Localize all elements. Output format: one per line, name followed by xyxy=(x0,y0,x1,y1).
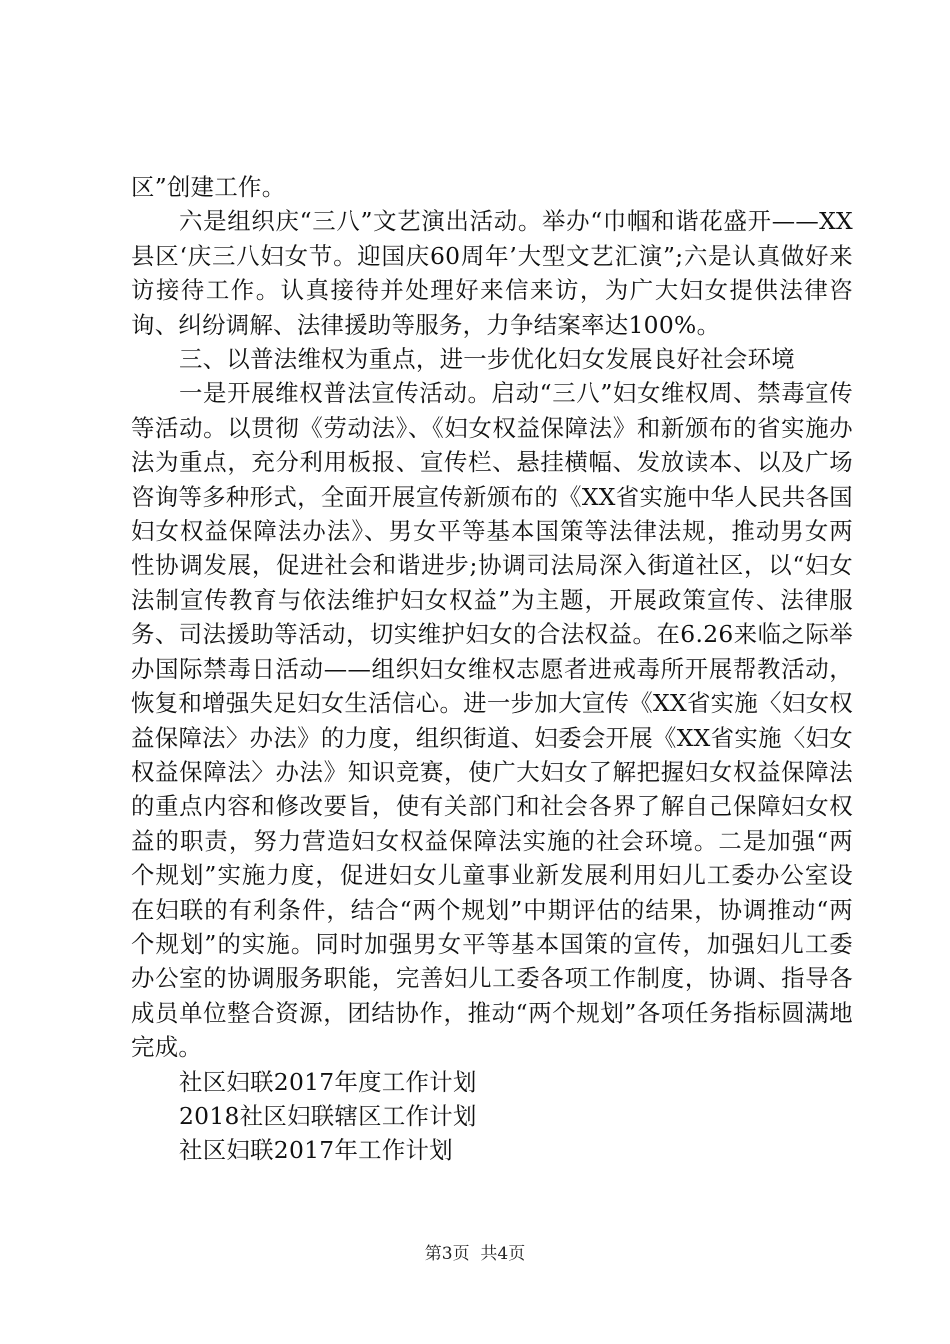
document-body xyxy=(131,170,853,1168)
related-title[interactable]: 2018社区妇联辖区工作计划 xyxy=(179,1101,477,1130)
related-titles-list xyxy=(131,1065,853,1168)
page-footer: 第3页 共4页 xyxy=(424,1244,526,1264)
related-title[interactable]: 社区妇联2017年工作计划 xyxy=(179,1136,453,1165)
paragraph-item-six: 六是组织庆“三八”文艺演出活动。举办“巾帼和谐花盛开——XX县区‘庆三八妇女节。迎国庆60周年’大型文艺汇演”;六是认真做好来访接待工作。认真接待并处理好来信来访，为广大妇女提供法律咨询、纠纷调解、法律援助等服务，力争结案率达100%。 xyxy=(131,207,853,339)
paragraph-continuation: 区”创建工作。 xyxy=(131,173,286,201)
paragraph-section-three-body: 一是开展维权普法宣传活动。启动“三八”妇女维权周、禁毒宣传等活动。以贯彻《劳动法》、《妇女权益保障法》和新颁布的省实施办法为重点，充分利用板报、宣传栏、悬挂横幅、发放读本、以及广场咨询等多种形式，全面开展宣传新颁布的《XX省实施中华人民共各国妇女权益保障法办法》、男女平等基本国策等法律法规，推动男女两性协调发展，促进社会和谐进步;协调司法局深入街道社区，以“妇女法制宣传教育与依法维护妇女权益”为主题，开展政策宣传、法律服务、司法援助等活动，切实维护妇女的合法权益。在6.26来临之际举办国际禁毒日活动——组织妇女维权志愿者进戒毒所开展帮教活动，恢复和增强失足妇女生活信心。进一步加大宣传《XX省实施〈妇女权益保障法〉办法》的力度，组织街道、妇委会开展《XX省实施〈妇女权益保障法〉办法》知识竞赛，使广大妇女了解把握妇女权益保障法的重点内容和修改要旨，使有关部门和社会各界了解自己保障妇女权益的职责，努力营造妇女权益保障法实施的社会环境。二是加强“两个规划”实施力度，促进妇女儿童事业新发展利用妇儿工委办公室设在妇联的有利条件，结合“两个规划”中期评估的结果，协调推动“两个规划”的实施。同时加强男女平等基本国策的宣传，加强妇儿工委办公室的协调服务职能，完善妇儿工委各项工作制度，协调、指导各成员单位整合资源，团结协作，推动“两个规划”各项任务指标圆满地完成。 xyxy=(131,379,853,1062)
related-title[interactable]: 社区妇联2017年度工作计划 xyxy=(179,1067,477,1096)
section-heading-three: 三、以普法维权为重点，进一步优化妇女发展良好社会环境 xyxy=(179,345,795,374)
